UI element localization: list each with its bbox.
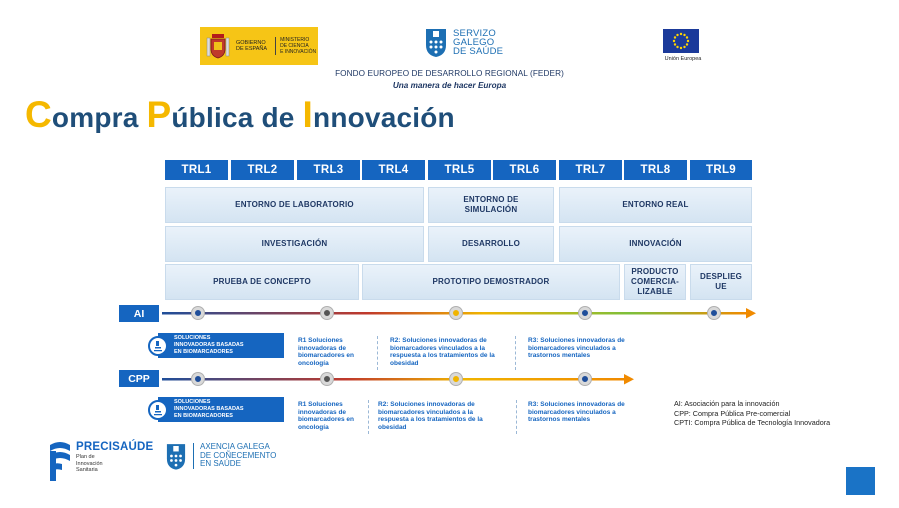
sergas-line: GALEGO xyxy=(453,36,495,48)
cpp-r1-text xyxy=(298,401,370,431)
stage-despliegue xyxy=(690,264,752,300)
ministerio-line: MINISTERIO xyxy=(280,37,310,43)
legend-cpp: CPP: Compra Pública Pre-comercial xyxy=(674,408,791,418)
title-part: ompra xyxy=(51,102,147,133)
trl-cell: TRL2 xyxy=(231,160,294,180)
eu-label: Unión Europea xyxy=(664,56,702,62)
divider xyxy=(516,400,517,434)
stage-producto-line: PRODUCTO xyxy=(631,267,679,276)
biomarker-microscope-icon xyxy=(148,336,168,356)
ai-r2-text xyxy=(390,337,515,367)
ai-node xyxy=(708,307,720,319)
title-initial: I xyxy=(302,94,314,135)
r-line: biomarcadores vinculados a la xyxy=(390,344,486,352)
precisaude-sub xyxy=(76,454,153,474)
cpp-node xyxy=(192,373,204,385)
galicia-shield-icon xyxy=(166,441,186,471)
trl-cell: TRL5 xyxy=(428,160,491,180)
ministerio-line: E INNOVACIÓN xyxy=(280,49,317,55)
spain-coat-of-arms-icon xyxy=(206,32,230,60)
ai-solutions-text xyxy=(174,335,248,356)
r-line: biomarcadores en xyxy=(298,352,354,359)
ai-node xyxy=(450,307,462,319)
r-line: R2: Soluciones innovadoras de xyxy=(390,337,487,344)
ai-r1-text xyxy=(298,337,370,367)
trl-cell: TRL4 xyxy=(362,160,425,180)
precisaude-logo xyxy=(48,441,153,483)
trl-cell: TRL3 xyxy=(297,160,360,180)
solution-line: EN BIOMARCADORES xyxy=(174,349,233,355)
legend-ai: AI: Asociación para la innovación xyxy=(674,399,780,408)
legend xyxy=(674,399,830,428)
ai-label: AI xyxy=(119,305,159,322)
r-line: innovadoras de xyxy=(298,344,347,352)
r-line: R1 Soluciones xyxy=(298,337,343,344)
r-line: innovadoras de xyxy=(298,408,347,416)
gobierno-espana-logo xyxy=(200,27,318,65)
sergas-line: SERVIZO xyxy=(453,27,496,39)
legend-cpti: CPTI: Compra Pública de Tecnología Innovadora xyxy=(674,418,831,427)
r-line: oncología xyxy=(298,359,329,367)
divider xyxy=(377,336,378,370)
title-part: ública de xyxy=(171,102,303,133)
cpp-r3-text xyxy=(528,401,648,424)
phase-innovacion: INNOVACIÓN xyxy=(559,226,752,262)
ministerio-line: DE CIENCIA xyxy=(280,43,309,49)
r-line: respuesta a los tratamientos de la xyxy=(378,416,483,423)
ministerio-text xyxy=(275,37,316,55)
divider xyxy=(515,336,516,370)
r-line: R2: Soluciones innovadoras de xyxy=(378,401,475,408)
ai-node xyxy=(192,307,204,319)
trl-cell: TRL7 xyxy=(559,160,622,180)
acis-line: AXENCIA GALEGA xyxy=(200,442,270,452)
title-part: nnovación xyxy=(313,102,455,133)
gobierno-text xyxy=(236,40,267,52)
biomarker-microscope-icon xyxy=(148,400,168,420)
sergas-line: DE SAÚDE xyxy=(453,45,504,57)
precisaude-logo-icon xyxy=(48,441,72,483)
r-line: trastornos mentales xyxy=(528,352,591,359)
r-line: biomarcadores en xyxy=(298,416,354,423)
stage-prueba-concepto: PRUEBA DE CONCEPTO xyxy=(165,264,359,300)
precisaude-sub-line: Plan de xyxy=(76,454,95,460)
acis-line: EN SAÚDE xyxy=(200,459,241,469)
cpp-node xyxy=(579,373,591,385)
ai-solutions-box xyxy=(158,333,284,358)
feder-heading: FONDO EUROPEO DE DESARROLLO REGIONAL (FEDER) xyxy=(335,69,564,78)
stage-despliegue-line: DESPLIEG xyxy=(699,272,743,281)
r-line: respuesta a los tratamientos de la xyxy=(390,352,495,359)
ai-node xyxy=(579,307,591,319)
acis-line: DE COÑECEMENTO xyxy=(200,450,277,460)
trl-cell: TRL1 xyxy=(165,160,228,180)
cpp-solutions-box xyxy=(158,397,284,422)
cpp-timeline xyxy=(162,373,636,385)
stage-producto-line: COMERCIA- xyxy=(630,277,680,286)
eu-stars-icon xyxy=(663,29,699,53)
r-line: oncología xyxy=(298,423,329,431)
feder-motto: Una manera de hacer Europa xyxy=(392,81,507,90)
stage-producto xyxy=(624,264,686,300)
env-simulacion xyxy=(428,187,554,223)
solution-line: SOLUCIONES xyxy=(174,399,211,405)
page-title xyxy=(25,94,455,136)
stage-producto-line: LIZABLE xyxy=(637,287,673,296)
divider xyxy=(368,400,369,434)
trl-cell: TRL8 xyxy=(624,160,687,180)
cpp-r2-text xyxy=(378,401,513,431)
trl-cell: TRL9 xyxy=(690,160,752,180)
precisaude-name: PRECISAÚDE xyxy=(76,441,154,453)
galicia-shield-icon xyxy=(425,26,447,58)
phase-desarrollo: DESARROLLO xyxy=(428,226,554,262)
solution-line: INNOVADORAS BASADAS xyxy=(174,406,244,412)
r-line: biomarcadores vinculados a xyxy=(528,408,616,416)
sergas-logo xyxy=(425,26,503,58)
ai-r3-text xyxy=(528,337,648,360)
env-real: ENTORNO REAL xyxy=(559,187,752,223)
gobierno-line: DE ESPAÑA xyxy=(236,46,268,52)
cpp-node xyxy=(321,373,333,385)
acis-text xyxy=(193,443,276,469)
solution-line: SOLUCIONES xyxy=(174,335,211,341)
r-line: obesidad xyxy=(378,423,407,431)
acis-logo xyxy=(166,441,276,471)
r-line: R3: Soluciones innovadoras de xyxy=(528,401,625,408)
cpp-solutions-text xyxy=(174,399,248,420)
ai-node xyxy=(321,307,333,319)
r-line: R3: Soluciones innovadoras de xyxy=(528,337,625,344)
phase-investigacion: INVESTIGACIÓN xyxy=(165,226,424,262)
precisaude-sub-line: Innovación xyxy=(76,460,103,467)
env-sim-line: ENTORNO DE xyxy=(463,195,519,204)
env-laboratorio: ENTORNO DE LABORATORIO xyxy=(165,187,424,223)
r-line: biomarcadores vinculados a xyxy=(528,344,616,352)
r-line: R1 Soluciones xyxy=(298,401,343,408)
trl-cell: TRL6 xyxy=(493,160,556,180)
r-line: obesidad xyxy=(390,359,419,367)
solution-line: INNOVADORAS BASADAS xyxy=(174,342,244,348)
env-sim-line: SIMULACIÓN xyxy=(464,205,518,214)
r-line: trastornos mentales xyxy=(528,416,591,423)
title-initial: P xyxy=(146,94,172,135)
corner-decoration xyxy=(846,467,875,495)
sergas-text xyxy=(453,29,503,56)
gobierno-line: GOBIERNO xyxy=(236,40,266,46)
stage-despliegue-line: UE xyxy=(715,282,727,291)
precisaude-sub-line: Sanitaria xyxy=(76,467,98,473)
cpp-node xyxy=(450,373,462,385)
stage-prototipo: PROTOTIPO DEMOSTRADOR xyxy=(362,264,620,300)
r-line: biomarcadores vinculados a la xyxy=(378,408,474,416)
title-initial: C xyxy=(25,94,52,135)
solution-line: EN BIOMARCADORES xyxy=(174,413,233,419)
cpp-label: CPP xyxy=(119,370,159,387)
